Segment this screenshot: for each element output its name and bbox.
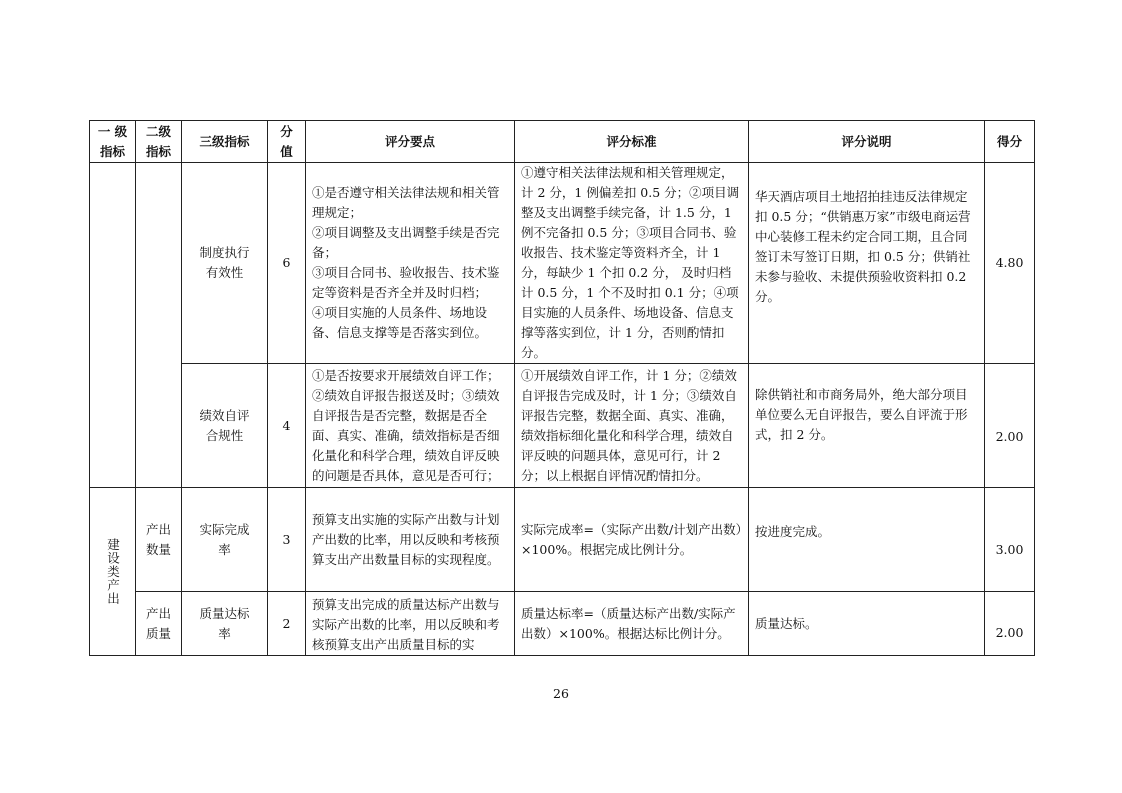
notes-cell: 华天酒店项目土地招拍挂违反法律规定扣 0.5 分；“供销惠万家”市级电商运营中心装修工程未约定合同工期，且合同签订未写签订日期，扣 0.5 分；供销社未参与验收、未提供预验收资料扣 0.2 分。 — [749, 163, 985, 364]
notes-cell: 除供销社和市商务局外，绝大部分项目单位要么无自评报告，要么自评流于形式，扣 2 分。 — [749, 364, 985, 488]
level3-cell: 制度执行 有效性 — [182, 163, 268, 364]
key-points-cell: 预算支出实施的实际产出数与计划产出数的比率，用以反映和考核预算支出产出数量目标的实现程度。 — [306, 488, 515, 592]
header-score-value: 分 值 — [268, 121, 306, 163]
notes-cell: 按进度完成。 — [749, 488, 985, 592]
criteria-cell: ①开展绩效自评工作，计 1 分；②绩效自评报告完成及时，计 1 分；③绩效自评报告完整，数据全面、真实、准确，绩效指标细化量化和科学合理，绩效自评反映的问题具体，意见可行，计 2 分；以上根据自评情况酌情扣分。 — [515, 364, 749, 488]
table-row — [90, 364, 1035, 488]
value-cell: 2 — [268, 592, 306, 656]
header-row — [90, 121, 1035, 163]
header-level3: 三级指标 — [182, 121, 268, 163]
criteria-cell: 质量达标率=（质量达标产出数/实际产出数）×100%。根据达标比例计分。 — [515, 592, 749, 656]
notes-cell: 质量达标。 — [749, 592, 985, 656]
header-level2: 二级 指标 — [136, 121, 182, 163]
header-key-points: 评分要点 — [306, 121, 515, 163]
level1-cell-empty — [90, 163, 136, 488]
header-notes: 评分说明 — [749, 121, 985, 163]
level3-cell: 实际完成 率 — [182, 488, 268, 592]
level2-cell-empty — [136, 163, 182, 488]
page-number: 26 — [553, 686, 569, 701]
key-points-cell: ①是否遵守相关法律法规和相关管理规定； ②项目调整及支出调整手续是否完备； ③项目合同书、验收报告、技术鉴定等资料是否齐全并及时归档； ④项目实施的人员条件、场地设备、信息支撑等是否落实到位。 — [306, 163, 515, 364]
evaluation-table — [89, 120, 1035, 656]
table-row — [90, 163, 1035, 364]
header-level1: 一 级 指标 — [90, 121, 136, 163]
key-points-cell: ①是否按要求开展绩效自评工作； ②绩效自评报告报送及时；③绩效自评报告是否完整，数据是否全面、真实、准确，绩效指标是否细化量化和科学合理，绩效自评反映的问题是否具体，意见是否可行； — [306, 364, 515, 488]
level3-cell: 绩效自评 合规性 — [182, 364, 268, 488]
score-cell: 2.00 — [985, 364, 1035, 488]
level1-label: 建设类产出 — [105, 537, 121, 606]
header-score: 得分 — [985, 121, 1035, 163]
score-cell: 4.80 — [985, 163, 1035, 364]
value-cell: 3 — [268, 488, 306, 592]
score-cell: 2.00 — [985, 592, 1035, 656]
value-cell: 6 — [268, 163, 306, 364]
level2-cell: 产出 质量 — [136, 592, 182, 656]
level3-cell: 质量达标 率 — [182, 592, 268, 656]
key-points-cell — [306, 592, 515, 656]
value-cell: 4 — [268, 364, 306, 488]
level1-cell — [90, 488, 136, 656]
table-row — [90, 488, 1035, 592]
key-points-text: 预算支出完成的质量达标产出数与实际产出数的比率，用以反映和考核预算支出产出质量目标的实 — [312, 597, 500, 652]
criteria-cell: 实际完成率=（实际产出数/计划产出数）×100%。根据完成比例计分。 — [515, 488, 749, 592]
criteria-cell: ①遵守相关法律法规和相关管理规定，计 2 分，1 例偏差扣 0.5 分；②项目调整及支出调整手续完备，计 1.5 分，1 例不完备扣 0.5 分；③项目合同书、验收报告、技术鉴定等资料齐全，计 1 分，每缺少 1 个扣 0.2 分， 及时归档计 0.5 分，1 个不及时扣 0.1 分；④项目实施的人员条件、场地设备、信息支撑等落实到位，计 1 分，否则酌情扣分。 — [515, 163, 749, 364]
level2-cell: 产出 数量 — [136, 488, 182, 592]
score-cell: 3.00 — [985, 488, 1035, 592]
header-criteria: 评分标准 — [515, 121, 749, 163]
table-row — [90, 592, 1035, 656]
